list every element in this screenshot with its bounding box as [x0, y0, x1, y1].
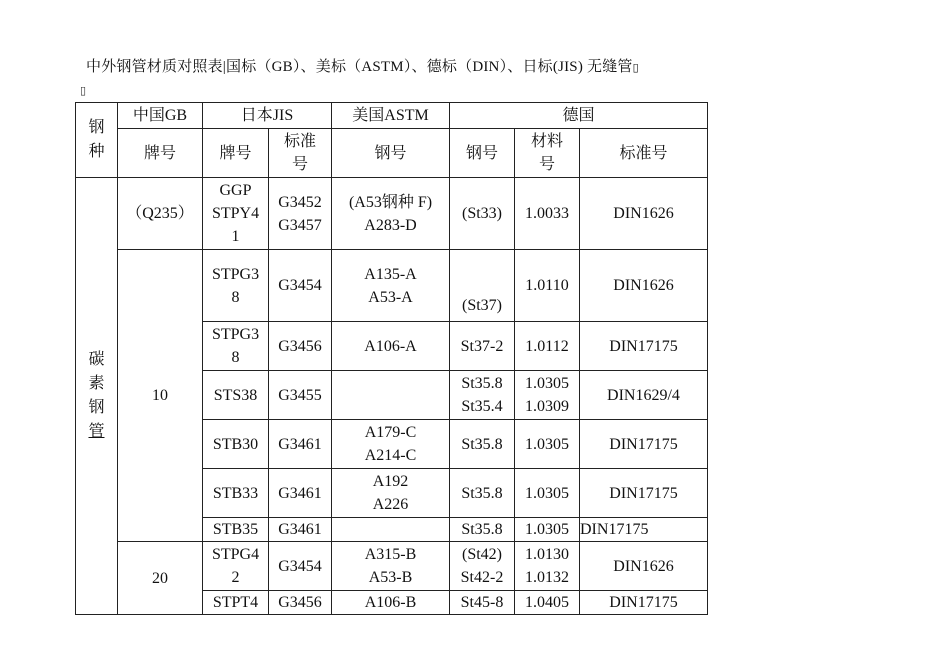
- header-de-standard: 标准号: [580, 129, 708, 178]
- astm-grade-cell: A179-C A214-C: [332, 420, 450, 469]
- header-de: 德国: [450, 103, 708, 129]
- jis-grade-cell: STB35: [203, 518, 269, 542]
- group-label-carbon-steel: 碳 素 钢 管: [76, 178, 118, 615]
- jis-standard-cell: G3455: [269, 371, 332, 420]
- table-row: [76, 542, 708, 591]
- header-de-grade: 钢号: [450, 129, 515, 178]
- jis-standard-cell: G3454: [269, 542, 332, 591]
- din-standard-cell: DIN1626: [580, 178, 708, 250]
- din-grade-cell: St35.8 St35.4: [450, 371, 515, 420]
- jis-grade-cell: STPG3 8: [203, 322, 269, 371]
- document-title: [86, 55, 639, 76]
- header-us-astm: 美国ASTM: [332, 103, 450, 129]
- astm-grade-cell: [332, 518, 450, 542]
- gb-grade-cell: 10: [118, 250, 203, 542]
- header-jp-standard: 标准 号: [269, 129, 332, 178]
- din-material-cell: 1.0405: [515, 591, 580, 615]
- steel-pipe-comparison-table: [75, 102, 708, 615]
- header-row-2: [76, 129, 708, 178]
- din-grade-cell: St37-2: [450, 322, 515, 371]
- din-grade-cell: St35.8: [450, 469, 515, 518]
- jis-grade-cell: STPG4 2: [203, 542, 269, 591]
- header-row-1: [76, 103, 708, 129]
- din-grade-cell: St35.8: [450, 420, 515, 469]
- din-material-cell: 1.0305: [515, 420, 580, 469]
- din-standard-cell: DIN1626: [580, 250, 708, 322]
- astm-grade-cell: A192 A226: [332, 469, 450, 518]
- header-de-material-no: 材料 号: [515, 129, 580, 178]
- jis-grade-cell: STPT4: [203, 591, 269, 615]
- jis-standard-cell: G3461: [269, 518, 332, 542]
- din-material-cell: 1.0305 1.0309: [515, 371, 580, 420]
- din-material-cell: 1.0130 1.0132: [515, 542, 580, 591]
- din-standard-cell: DIN17175: [580, 591, 708, 615]
- header-steel-type: 钢 种: [76, 103, 118, 178]
- astm-grade-cell: A135-A A53-A: [332, 250, 450, 322]
- jis-grade-cell: GGP STPY4 1: [203, 178, 269, 250]
- header-jp-jis: 日本JIS: [203, 103, 332, 129]
- header-jp-grade: 牌号: [203, 129, 269, 178]
- din-material-cell: 1.0305: [515, 518, 580, 542]
- jis-standard-cell: G3452 G3457: [269, 178, 332, 250]
- jis-standard-cell: G3456: [269, 322, 332, 371]
- astm-grade-cell: (A53钢种 F) A283-D: [332, 178, 450, 250]
- title-tail-glyph: ▯: [632, 62, 639, 74]
- jis-grade-cell: STPG3 8: [203, 250, 269, 322]
- table-row: [76, 250, 708, 322]
- din-grade-cell: St35.8: [450, 518, 515, 542]
- title-text: 中外钢管材质对照表|国标（GB）、美标（ASTM）、德标（DIN）、日标(JIS) 无缝管: [86, 59, 633, 75]
- jis-grade-cell: STB30: [203, 420, 269, 469]
- din-standard-cell: DIN17175: [580, 322, 708, 371]
- din-material-cell: 1.0110: [515, 250, 580, 322]
- jis-grade-cell: STS38: [203, 371, 269, 420]
- gb-grade-cell: （Q235）: [118, 178, 203, 250]
- astm-grade-cell: A315-B A53-B: [332, 542, 450, 591]
- din-grade-cell: (St37): [450, 250, 515, 322]
- jis-grade-cell: STB33: [203, 469, 269, 518]
- gb-grade-cell: 20: [118, 542, 203, 615]
- din-material-cell: 1.0112: [515, 322, 580, 371]
- jis-standard-cell: G3456: [269, 591, 332, 615]
- din-standard-cell: DIN17175: [580, 469, 708, 518]
- header-cn-gb: 中国GB: [118, 103, 203, 129]
- jis-standard-cell: G3461: [269, 469, 332, 518]
- header-cn-grade: 牌号: [118, 129, 203, 178]
- astm-grade-cell: [332, 371, 450, 420]
- astm-grade-cell: A106-B: [332, 591, 450, 615]
- jis-standard-cell: G3461: [269, 420, 332, 469]
- astm-grade-cell: A106-A: [332, 322, 450, 371]
- header-us-grade: 钢号: [332, 129, 450, 178]
- din-material-cell: 1.0033: [515, 178, 580, 250]
- din-standard-cell: DIN1626: [580, 542, 708, 591]
- table-row: [76, 178, 708, 250]
- din-standard-cell: DIN17175: [580, 518, 708, 542]
- din-grade-cell: St45-8: [450, 591, 515, 615]
- din-standard-cell: DIN1629/4: [580, 371, 708, 420]
- din-grade-cell: (St33): [450, 178, 515, 250]
- din-material-cell: 1.0305: [515, 469, 580, 518]
- din-standard-cell: DIN17175: [580, 420, 708, 469]
- paragraph-marker: ▯: [80, 85, 87, 97]
- din-grade-cell: (St42) St42-2: [450, 542, 515, 591]
- jis-standard-cell: G3454: [269, 250, 332, 322]
